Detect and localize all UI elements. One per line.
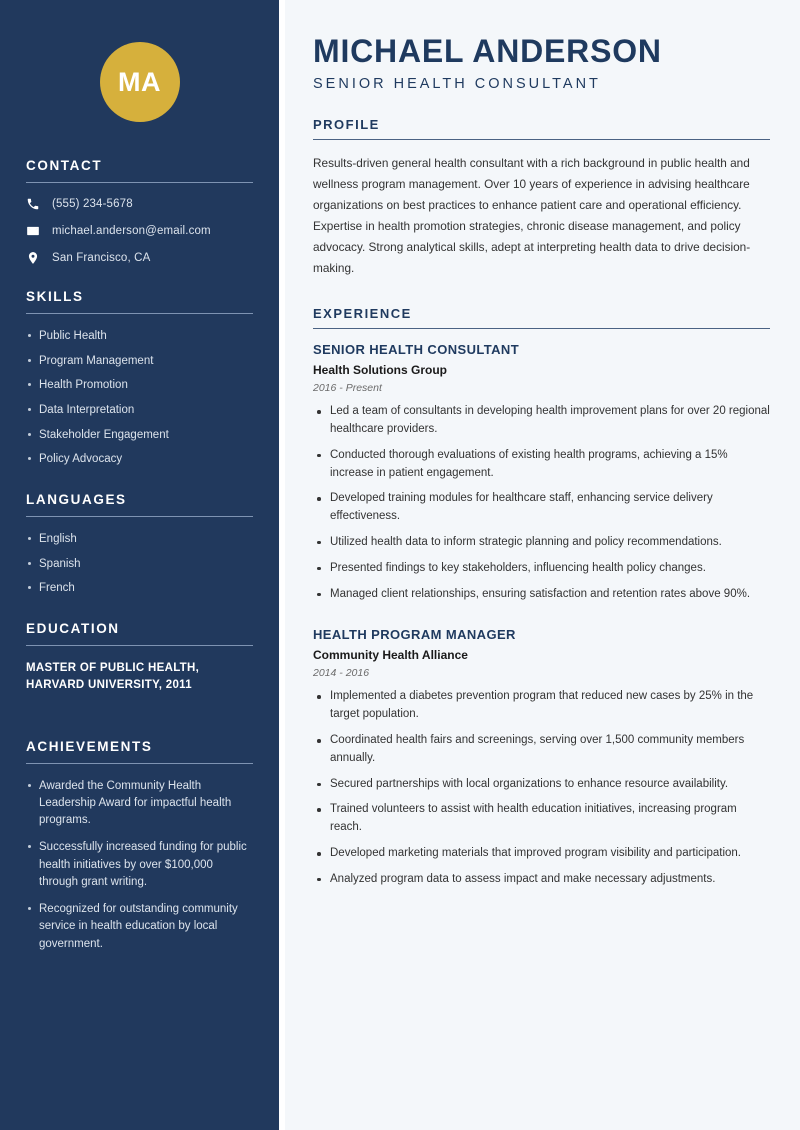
experience-job-title: HEALTH PROGRAM MANAGER (313, 627, 516, 643)
list-item: Awarded the Community Health Leadership Award for impactful health programs. (26, 778, 253, 830)
list-item: Secured partnerships with local organizations to enhance resource availability. (313, 776, 770, 794)
list-item: English (26, 531, 253, 548)
achievements-divider (26, 763, 253, 764)
list-item: Policy Advocacy (26, 451, 253, 468)
contact-phone-value: (555) 234-5678 (52, 198, 133, 210)
list-item: Data Interpretation (26, 402, 253, 419)
experience-company: Health Solutions Group (313, 363, 447, 378)
list-item: Developed training modules for healthcare staff, enhancing service delivery effectiveness. (313, 490, 770, 526)
list-item: Stakeholder Engagement (26, 427, 253, 444)
page-title: MICHAEL ANDERSON (313, 33, 662, 69)
list-item: Managed client relationships, ensuring satisfaction and retention rates above 90%. (313, 586, 770, 604)
contact-email-value: michael.anderson@email.com (52, 225, 211, 237)
profile-heading: PROFILE (313, 117, 380, 133)
skills-heading: SKILLS (26, 289, 84, 304)
list-item: Utilized health data to inform strategic planning and policy recommendations. (313, 534, 770, 552)
skills-divider (26, 313, 253, 314)
languages-heading: LANGUAGES (26, 492, 127, 508)
contact-heading: CONTACT (26, 158, 103, 173)
experience-divider (313, 328, 770, 329)
contact-row-email[interactable] (26, 224, 253, 238)
contact-row-phone[interactable] (26, 197, 253, 211)
languages-divider (26, 516, 253, 517)
list-item: Public Health (26, 328, 253, 345)
sidebar-section-languages (26, 492, 253, 597)
sidebar-section-achievements (26, 739, 253, 953)
contact-location-value: San Francisco, CA (52, 252, 151, 264)
experience-dates: 2014 - 2016 (313, 667, 370, 680)
job-subtitle: SENIOR HEALTH CONSULTANT (313, 76, 601, 93)
sidebar-section-education (26, 621, 253, 695)
skills-list (26, 328, 253, 468)
location-pin-icon (26, 251, 40, 265)
list-item: Conducted thorough evaluations of existing health programs, achieving a 15% increase in patient engagement. (313, 447, 770, 483)
profile-divider (313, 139, 770, 140)
experience-dates: 2016 - Present (313, 382, 382, 395)
list-item: Successfully increased funding for public health initiatives by over $100,000 through grant writing. (26, 839, 253, 891)
list-item: Presented findings to key stakeholders, influencing health policy changes. (313, 560, 770, 578)
list-item: Developed marketing materials that improved program visibility and participation. (313, 845, 770, 863)
languages-list (26, 531, 253, 597)
contact-divider (26, 182, 253, 183)
experience-entry (313, 342, 770, 603)
list-item: Analyzed program data to assess impact and make necessary adjustments. (313, 871, 770, 889)
list-item: Health Promotion (26, 377, 253, 394)
sidebar-spacer (26, 719, 253, 739)
experience-spacer (313, 611, 770, 627)
achievements-list (26, 778, 253, 953)
envelope-icon (26, 224, 40, 238)
sidebar-section-contact (26, 158, 253, 265)
list-item: Led a team of consultants in developing health improvement plans for over 20 regional healthcare providers. (313, 403, 770, 439)
list-item: Implemented a diabetes prevention program that reduced new cases by 25% in the target population. (313, 688, 770, 724)
sidebar-section-skills (26, 289, 253, 468)
avatar-container (26, 0, 253, 158)
experience-bullet-list (313, 688, 770, 888)
avatar: MA (100, 42, 180, 122)
main-content (279, 0, 800, 1130)
experience-job-title: SENIOR HEALTH CONSULTANT (313, 342, 520, 358)
list-item: Program Management (26, 353, 253, 370)
experience-heading: EXPERIENCE (313, 306, 412, 322)
experience-company: Community Health Alliance (313, 648, 468, 663)
list-item: Trained volunteers to assist with health education initiatives, increasing program reach. (313, 801, 770, 837)
sidebar (0, 0, 279, 1130)
list-item: French (26, 580, 253, 597)
list-item: Recognized for outstanding community service in health education by local government. (26, 901, 253, 953)
phone-icon (26, 197, 40, 211)
contact-row-location[interactable] (26, 251, 253, 265)
section-profile (313, 117, 770, 279)
main-spacer (313, 282, 770, 306)
list-item: Spanish (26, 556, 253, 573)
list-item: Coordinated health fairs and screenings, serving over 1,500 community members annually. (313, 732, 770, 768)
education-entry: MASTER OF PUBLIC HEALTH, HARVARD UNIVERSITY, 2011 (26, 662, 200, 692)
experience-entry (313, 627, 770, 888)
achievements-heading: ACHIEVEMENTS (26, 738, 153, 754)
experience-bullet-list (313, 403, 770, 603)
education-heading: EDUCATION (26, 621, 120, 637)
education-divider (26, 645, 253, 646)
profile-text: Results-driven general health consultant with a rich background in public health and wellness program management. Over 10 years of experience in advising healthcare organizations on best practices to enhance patient care and operational efficiency. Expertise in health promotion strategies, chronic disease management, and policy advocacy. Strong analytical skills, adept at interpreting health data to drive decision-making. (313, 156, 751, 276)
section-experience (313, 306, 770, 889)
